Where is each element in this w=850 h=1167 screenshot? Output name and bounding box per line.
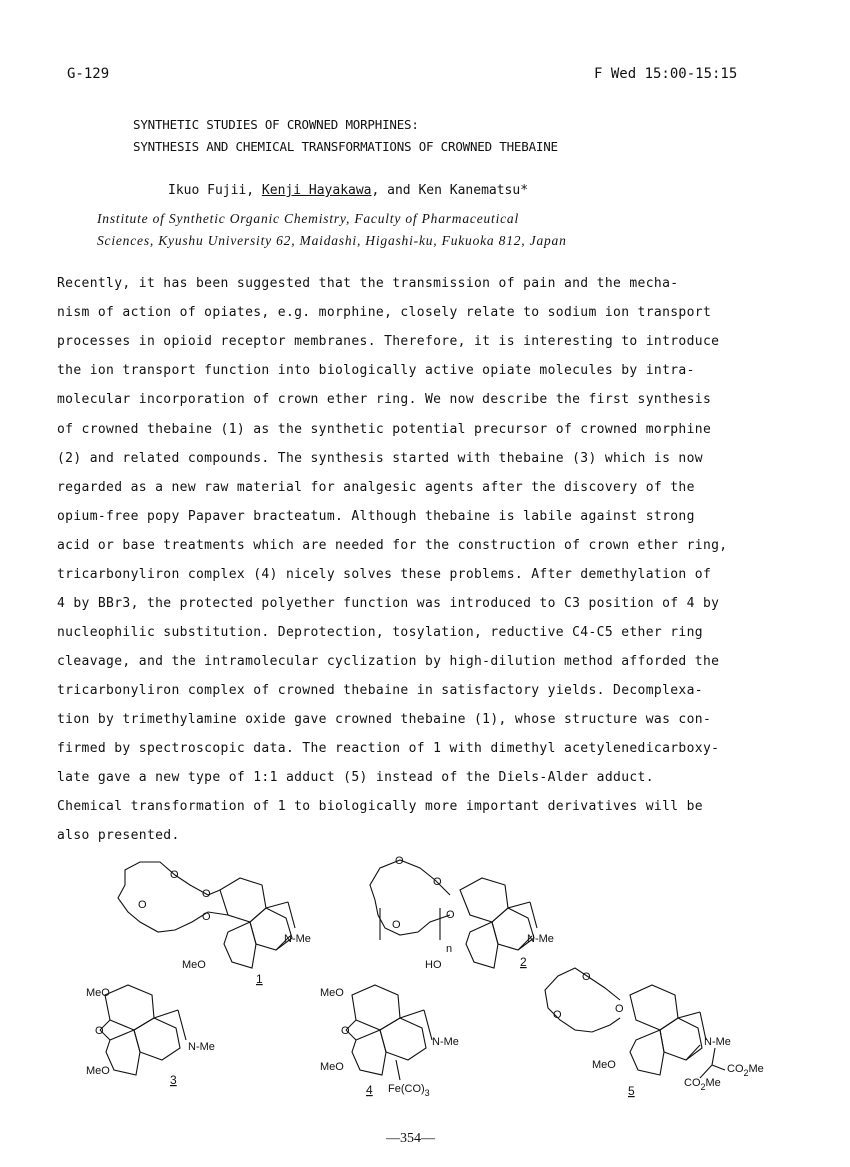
structure-3-thebaine bbox=[100, 985, 186, 1075]
s2-hydroxy: HO bbox=[425, 959, 442, 971]
s1-n-methyl: N-Me bbox=[284, 933, 311, 945]
body-line: processes in opioid receptor membranes. Therefore, it is interesting to introduce bbox=[57, 334, 720, 349]
s1-methoxy: MeO bbox=[182, 959, 206, 971]
body-line: firmed by spectroscopic data. The reaction of 1 with dimethyl acetylenedicarboxy- bbox=[57, 741, 720, 756]
s1-oxygen: O bbox=[202, 911, 211, 923]
body-line: late gave a new type of 1:1 adduct (5) instead of the Diels-Alder adduct. bbox=[57, 770, 654, 785]
s4-iron-tricarbonyl: $Fe(CO)_3$ bbox=[388, 1083, 430, 1098]
structure-4-tricarbonyliron-complex bbox=[346, 985, 432, 1080]
body-line: (2) and related compounds. The synthesis started with thebaine (3) which is now bbox=[57, 451, 703, 466]
s1-compound-number: 1 bbox=[256, 972, 263, 986]
s3-n-methyl: N-Me bbox=[188, 1041, 215, 1053]
s4-compound-number: 4 bbox=[366, 1083, 373, 1097]
s4-oxygen: O bbox=[341, 1025, 350, 1037]
structure-1-labels bbox=[138, 869, 311, 986]
body-line: of crowned thebaine (1) as the synthetic potential precursor of crowned morphine bbox=[57, 422, 712, 437]
s1-oxygen: O bbox=[202, 888, 211, 900]
authors bbox=[168, 183, 528, 198]
s2-oxygen: O bbox=[446, 909, 455, 921]
structure-4-labels bbox=[320, 987, 459, 1098]
title-line-1: SYNTHETIC STUDIES OF CROWNED MORPHINES: bbox=[133, 117, 419, 132]
s3-oxygen: O bbox=[95, 1025, 104, 1037]
affiliation-line-1: Institute of Synthetic Organic Chemistry, Faculty of Pharmaceutical bbox=[97, 211, 520, 226]
body-line: tion by trimethylamine oxide gave crowned thebaine (1), whose structure was con- bbox=[57, 712, 712, 727]
author-fujii: Ikuo Fujii, bbox=[168, 183, 262, 198]
body-line: Recently, it has been suggested that the transmission of pain and the mecha- bbox=[57, 276, 679, 291]
s5-ester-lower: $CO_2Me$ bbox=[684, 1077, 721, 1092]
author-hayakawa-presenter: Kenji Hayakawa bbox=[261, 183, 372, 198]
s3-methoxy-bottom: MeO bbox=[86, 1065, 110, 1077]
s5-n-methyl: N-Me bbox=[704, 1036, 731, 1048]
s1-oxygen: O bbox=[138, 899, 147, 911]
affiliation-line-2: Sciences, Kyushu University 62, Maidashi, Higashi-ku, Fukuoka 812, Japan bbox=[97, 233, 567, 248]
body-line: cleavage, and the intramolecular cyclization by high-dilution method afforded the bbox=[57, 654, 720, 669]
body-line: the ion transport function into biologically active opiate molecules by intra- bbox=[57, 363, 695, 378]
s2-oxygen: O bbox=[392, 919, 401, 931]
body-line: opium-free popy Papaver bracteatum. Although thebaine is labile against strong bbox=[57, 509, 695, 524]
s5-ester-upper: $CO_2Me$ bbox=[727, 1063, 764, 1078]
s5-oxygen: O bbox=[553, 1009, 562, 1021]
s5-oxygen: O bbox=[582, 971, 591, 983]
body-line: nucleophilic substitution. Deprotection, tosylation, reductive C4-C5 ether ring bbox=[57, 625, 703, 640]
body-line: acid or base treatments which are needed for the construction of crown ether ring, bbox=[57, 538, 728, 553]
body-line: 4 by BBr3, the protected polyether function was introduced to C3 position of 4 by bbox=[57, 596, 720, 611]
session-time: F Wed 15:00-15:15 bbox=[594, 66, 738, 82]
s2-repeat-n: n bbox=[446, 943, 453, 955]
body-line: tricarbonyliron complex of crowned thebaine in satisfactory yields. Decomplexa- bbox=[57, 683, 703, 698]
s1-oxygen: O bbox=[170, 869, 179, 881]
s2-compound-number: 2 bbox=[520, 955, 527, 969]
body-line: tricarbonyliron complex (4) nicely solves these problems. After demethylation of bbox=[57, 567, 712, 582]
body-line: Chemical transformation of 1 to biologically more important derivatives will be bbox=[57, 799, 703, 814]
s4-methoxy-bottom: MeO bbox=[320, 1061, 344, 1073]
structure-3-labels bbox=[86, 987, 215, 1087]
title-line-2: SYNTHESIS AND CHEMICAL TRANSFORMATIONS OF CROWNED THEBAINE bbox=[133, 139, 558, 154]
structure-2-labels bbox=[392, 855, 554, 971]
body-line: also presented. bbox=[57, 828, 180, 843]
s2-oxygen: O bbox=[433, 876, 442, 888]
s3-compound-number: 3 bbox=[170, 1073, 177, 1087]
s5-oxygen: O bbox=[615, 1003, 624, 1015]
body-line: regarded as a new raw material for analgesic agents after the discovery of the bbox=[57, 480, 695, 495]
body-line: nism of action of opiates, e.g. morphine, closely relate to sodium ion transport bbox=[57, 305, 712, 320]
page-number: —354— bbox=[386, 1131, 435, 1146]
s5-methoxy: MeO bbox=[592, 1059, 616, 1071]
s3-methoxy-top: MeO bbox=[86, 987, 110, 999]
s4-methoxy-top: MeO bbox=[320, 987, 344, 999]
abstract-code: G-129 bbox=[67, 66, 110, 82]
chemical-structures-figure bbox=[0, 840, 850, 1120]
s2-oxygen: O bbox=[395, 855, 404, 867]
s4-n-methyl: N-Me bbox=[432, 1036, 459, 1048]
s5-compound-number: 5 bbox=[628, 1084, 635, 1098]
author-kanematsu: , and Ken Kanematsu* bbox=[371, 183, 529, 198]
structure-5-adduct bbox=[545, 968, 725, 1078]
structure-5-labels bbox=[553, 971, 764, 1098]
body-line: molecular incorporation of crown ether ring. We now describe the first synthesis bbox=[57, 392, 712, 407]
s2-n-methyl: N-Me bbox=[527, 933, 554, 945]
